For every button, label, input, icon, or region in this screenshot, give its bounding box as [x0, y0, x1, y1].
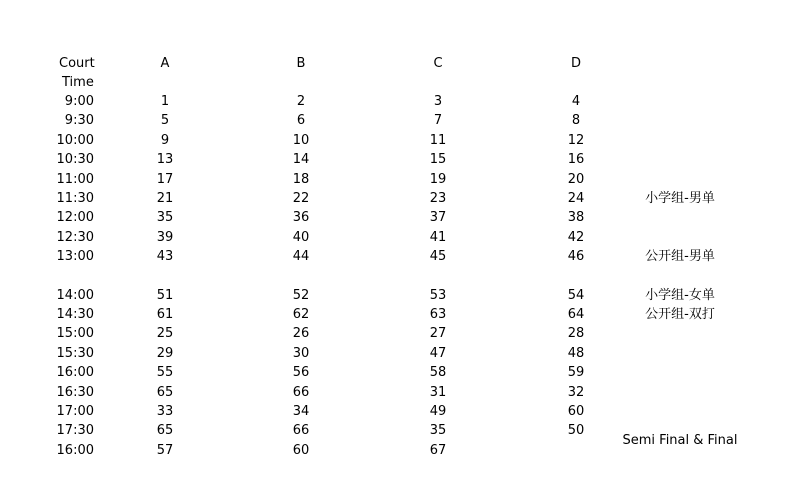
match-cell-c: 45 [429, 249, 447, 264]
match-cell-b: 52 [292, 288, 310, 303]
match-cell-c: 63 [429, 307, 447, 322]
match-cell-d: 42 [567, 230, 585, 245]
category-note: 公开组-男单 [645, 249, 715, 264]
match-cell-d: 59 [567, 365, 585, 380]
match-cell-d: 32 [567, 385, 585, 400]
match-cell-a: 43 [156, 249, 174, 264]
time-cell: 14:30 [56, 307, 94, 322]
match-cell-a: 13 [156, 152, 174, 167]
time-cell: 14:00 [56, 288, 94, 303]
court-c-header: C [433, 56, 443, 71]
match-cell-d: 12 [567, 133, 585, 148]
match-cell-a: 65 [156, 423, 174, 438]
match-cell-b: 60 [292, 443, 310, 458]
match-cell-c: 67 [429, 443, 447, 458]
time-cell: 9:00 [64, 94, 94, 109]
match-cell-b: 30 [292, 346, 310, 361]
match-cell-d: 50 [567, 423, 585, 438]
match-cell-d: 46 [567, 249, 585, 264]
time-cell: 11:00 [56, 172, 94, 187]
time-cell: 13:00 [56, 249, 94, 264]
match-cell-c: 41 [429, 230, 447, 245]
time-cell: 15:30 [56, 346, 94, 361]
match-cell-d: 8 [571, 113, 581, 128]
time-cell: 16:00 [56, 443, 94, 458]
match-cell-a: 29 [156, 346, 174, 361]
court-header: Court [59, 56, 95, 71]
court-d-header: D [570, 56, 582, 71]
match-cell-b: 44 [292, 249, 310, 264]
match-cell-b: 34 [292, 404, 310, 419]
match-cell-a: 61 [156, 307, 174, 322]
match-cell-a: 55 [156, 365, 174, 380]
match-cell-c: 3 [433, 94, 443, 109]
time-cell: 10:30 [56, 152, 94, 167]
match-cell-b: 66 [292, 423, 310, 438]
time-cell: 12:30 [56, 230, 94, 245]
time-cell: 11:30 [56, 191, 94, 206]
time-cell: 16:00 [56, 365, 94, 380]
match-cell-d: 38 [567, 210, 585, 225]
match-cell-b: 6 [296, 113, 306, 128]
match-cell-c: 37 [429, 210, 447, 225]
time-header: Time [62, 75, 94, 90]
match-cell-b: 18 [292, 172, 310, 187]
time-cell: 12:00 [56, 210, 94, 225]
match-cell-a: 1 [160, 94, 170, 109]
match-cell-c: 58 [429, 365, 447, 380]
match-cell-d: 48 [567, 346, 585, 361]
match-cell-a: 57 [156, 443, 174, 458]
match-cell-a: 9 [160, 133, 170, 148]
match-cell-a: 39 [156, 230, 174, 245]
category-note: 小学组-男单 [645, 191, 715, 206]
category-note: 小学组-女单 [645, 288, 715, 303]
court-a-header: A [160, 56, 170, 71]
match-cell-c: 7 [433, 113, 443, 128]
match-cell-c: 11 [429, 133, 447, 148]
match-cell-d: 60 [567, 404, 585, 419]
match-cell-d: 54 [567, 288, 585, 303]
match-cell-a: 25 [156, 326, 174, 341]
category-note: Semi Final & Final [622, 433, 738, 448]
match-cell-d: 24 [567, 191, 585, 206]
time-cell: 17:30 [56, 423, 94, 438]
match-cell-d: 64 [567, 307, 585, 322]
time-cell: 16:30 [56, 385, 94, 400]
time-cell: 17:00 [56, 404, 94, 419]
time-cell: 10:00 [56, 133, 94, 148]
match-cell-b: 26 [292, 326, 310, 341]
match-cell-c: 49 [429, 404, 447, 419]
match-cell-c: 47 [429, 346, 447, 361]
match-cell-c: 53 [429, 288, 447, 303]
court-b-header: B [296, 56, 306, 71]
match-cell-b: 62 [292, 307, 310, 322]
category-note: 公开组-双打 [645, 307, 715, 322]
match-cell-b: 2 [296, 94, 306, 109]
match-cell-c: 27 [429, 326, 447, 341]
time-cell: 15:00 [56, 326, 94, 341]
match-cell-a: 51 [156, 288, 174, 303]
match-cell-b: 56 [292, 365, 310, 380]
match-cell-c: 19 [429, 172, 447, 187]
match-cell-c: 35 [429, 423, 447, 438]
match-cell-d: 28 [567, 326, 585, 341]
match-cell-d: 20 [567, 172, 585, 187]
match-cell-d: 4 [571, 94, 581, 109]
match-cell-b: 22 [292, 191, 310, 206]
match-cell-a: 21 [156, 191, 174, 206]
match-cell-a: 17 [156, 172, 174, 187]
match-cell-b: 66 [292, 385, 310, 400]
time-cell: 9:30 [64, 113, 94, 128]
match-cell-a: 65 [156, 385, 174, 400]
match-cell-b: 10 [292, 133, 310, 148]
match-cell-c: 15 [429, 152, 447, 167]
match-cell-a: 5 [160, 113, 170, 128]
match-cell-d: 16 [567, 152, 585, 167]
match-cell-c: 31 [429, 385, 447, 400]
match-cell-a: 33 [156, 404, 174, 419]
match-cell-a: 35 [156, 210, 174, 225]
match-cell-b: 36 [292, 210, 310, 225]
match-cell-b: 14 [292, 152, 310, 167]
match-cell-b: 40 [292, 230, 310, 245]
match-cell-c: 23 [429, 191, 447, 206]
